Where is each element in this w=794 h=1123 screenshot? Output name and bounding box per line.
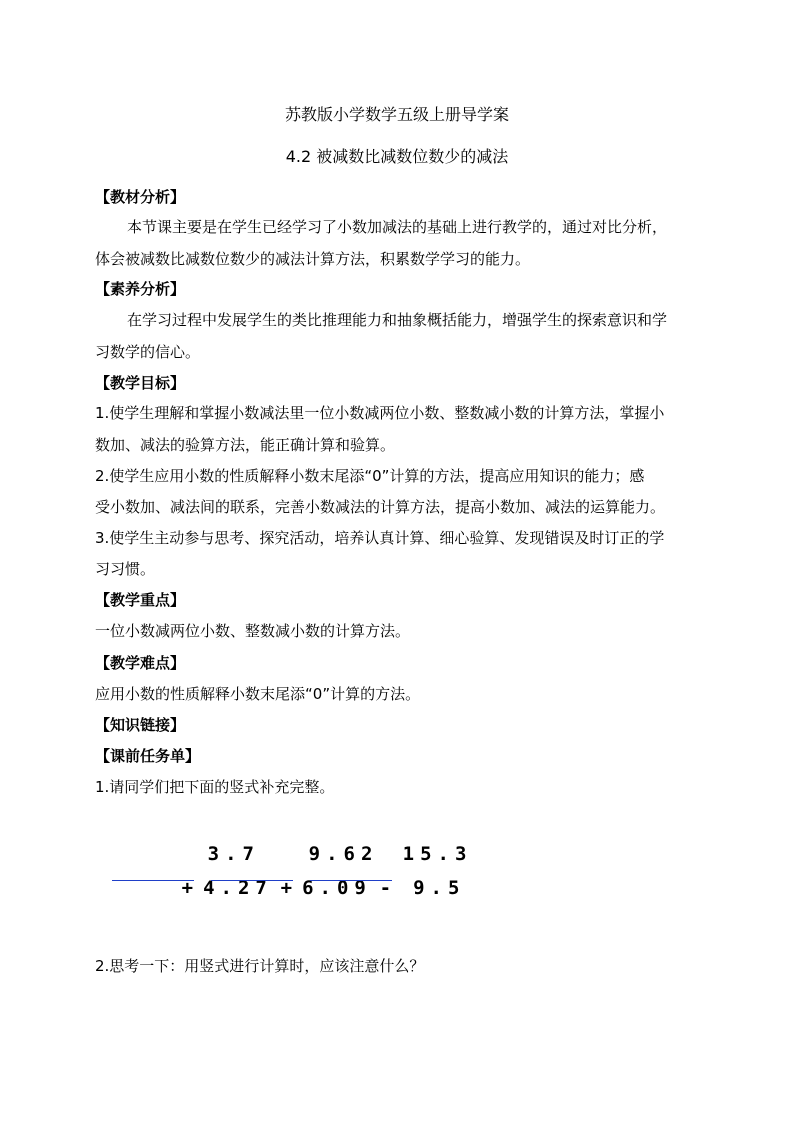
difficulties-text: 应用小数的性质解释小数末尾添“0”计算的方法。 xyxy=(95,685,421,703)
literacy-text-line-1: 在学习过程中发展学生的类比推理能力和抽象概括能力，增强学生的探索意识和学 xyxy=(127,311,668,329)
section-heading-task-list: 【课前任务单】 xyxy=(95,747,201,765)
task-2-text: 2.思考一下：用竖式进行计算时，应该注意什么？ xyxy=(95,957,425,975)
key-points-text: 一位小数减两位小数、整数减小数的计算方法。 xyxy=(95,622,411,640)
section-heading-difficulties: 【教学难点】 xyxy=(95,654,186,672)
section-heading-analysis: 【教材分析】 xyxy=(95,188,186,206)
task-1-text: 1.请同学们把下面的竖式补充完整。 xyxy=(95,778,335,796)
section-heading-goals: 【教学目标】 xyxy=(95,374,186,392)
goal-2-line-1: 2.使学生应用小数的性质解释小数末尾添“0”计算的方法，提高应用知识的能力；感 xyxy=(95,467,645,485)
section-heading-knowledge-link: 【知识链接】 xyxy=(95,716,186,734)
analysis-text-line-2: 体会被减数比减数位数少的减法计算方法，积累数学学习的能力。 xyxy=(95,250,531,268)
problem-1-top-number: 3.7 xyxy=(207,843,260,865)
problem-1-bottom-number: 4.27 xyxy=(203,877,273,899)
problem-1-underline xyxy=(112,880,194,881)
problem-1-operator: + xyxy=(181,877,194,899)
document-title: 苏教版小学数学五级上册导学案 xyxy=(284,105,509,124)
problem-2-underline xyxy=(211,880,293,881)
section-heading-literacy: 【素养分析】 xyxy=(95,280,186,298)
problem-3-operator: - xyxy=(379,877,392,899)
problem-2-top-number: 9.62 xyxy=(308,843,379,865)
goal-2-line-2: 受小数加、减法间的联系，完善小数减法的计算方法，提高小数加、减法的运算能力。 xyxy=(95,498,666,516)
analysis-text-line-1: 本节课主要是在学生已经学习了小数加减法的基础上进行教学的，通过对比分析， xyxy=(127,218,668,236)
goal-3-line-1: 3.使学生主动参与思考、探究活动，培养认真计算、细心验算、发现错误及时订正的学 xyxy=(95,529,665,547)
goal-3-line-2: 习习惯。 xyxy=(95,560,156,578)
document-subtitle: 4.2 被减数比减数位数少的减法 xyxy=(285,147,509,166)
problem-3-underline xyxy=(310,880,392,881)
problem-2-operator: + xyxy=(280,877,293,899)
literacy-text-line-2: 习数学的信心。 xyxy=(95,343,201,361)
goal-1-line-2: 数加、减法的验算方法，能正确计算和验算。 xyxy=(95,436,396,454)
problem-3-bottom-number: 9.5 xyxy=(413,877,466,899)
goal-1-line-1: 1.使学生理解和掌握小数减法里一位小数减两位小数、整数减小数的计算方法，掌握小 xyxy=(95,404,665,422)
problem-2-bottom-number: 6.09 xyxy=(302,877,372,899)
problem-3-top-number: 15.3 xyxy=(402,843,473,865)
section-heading-key-points: 【教学重点】 xyxy=(95,591,186,609)
